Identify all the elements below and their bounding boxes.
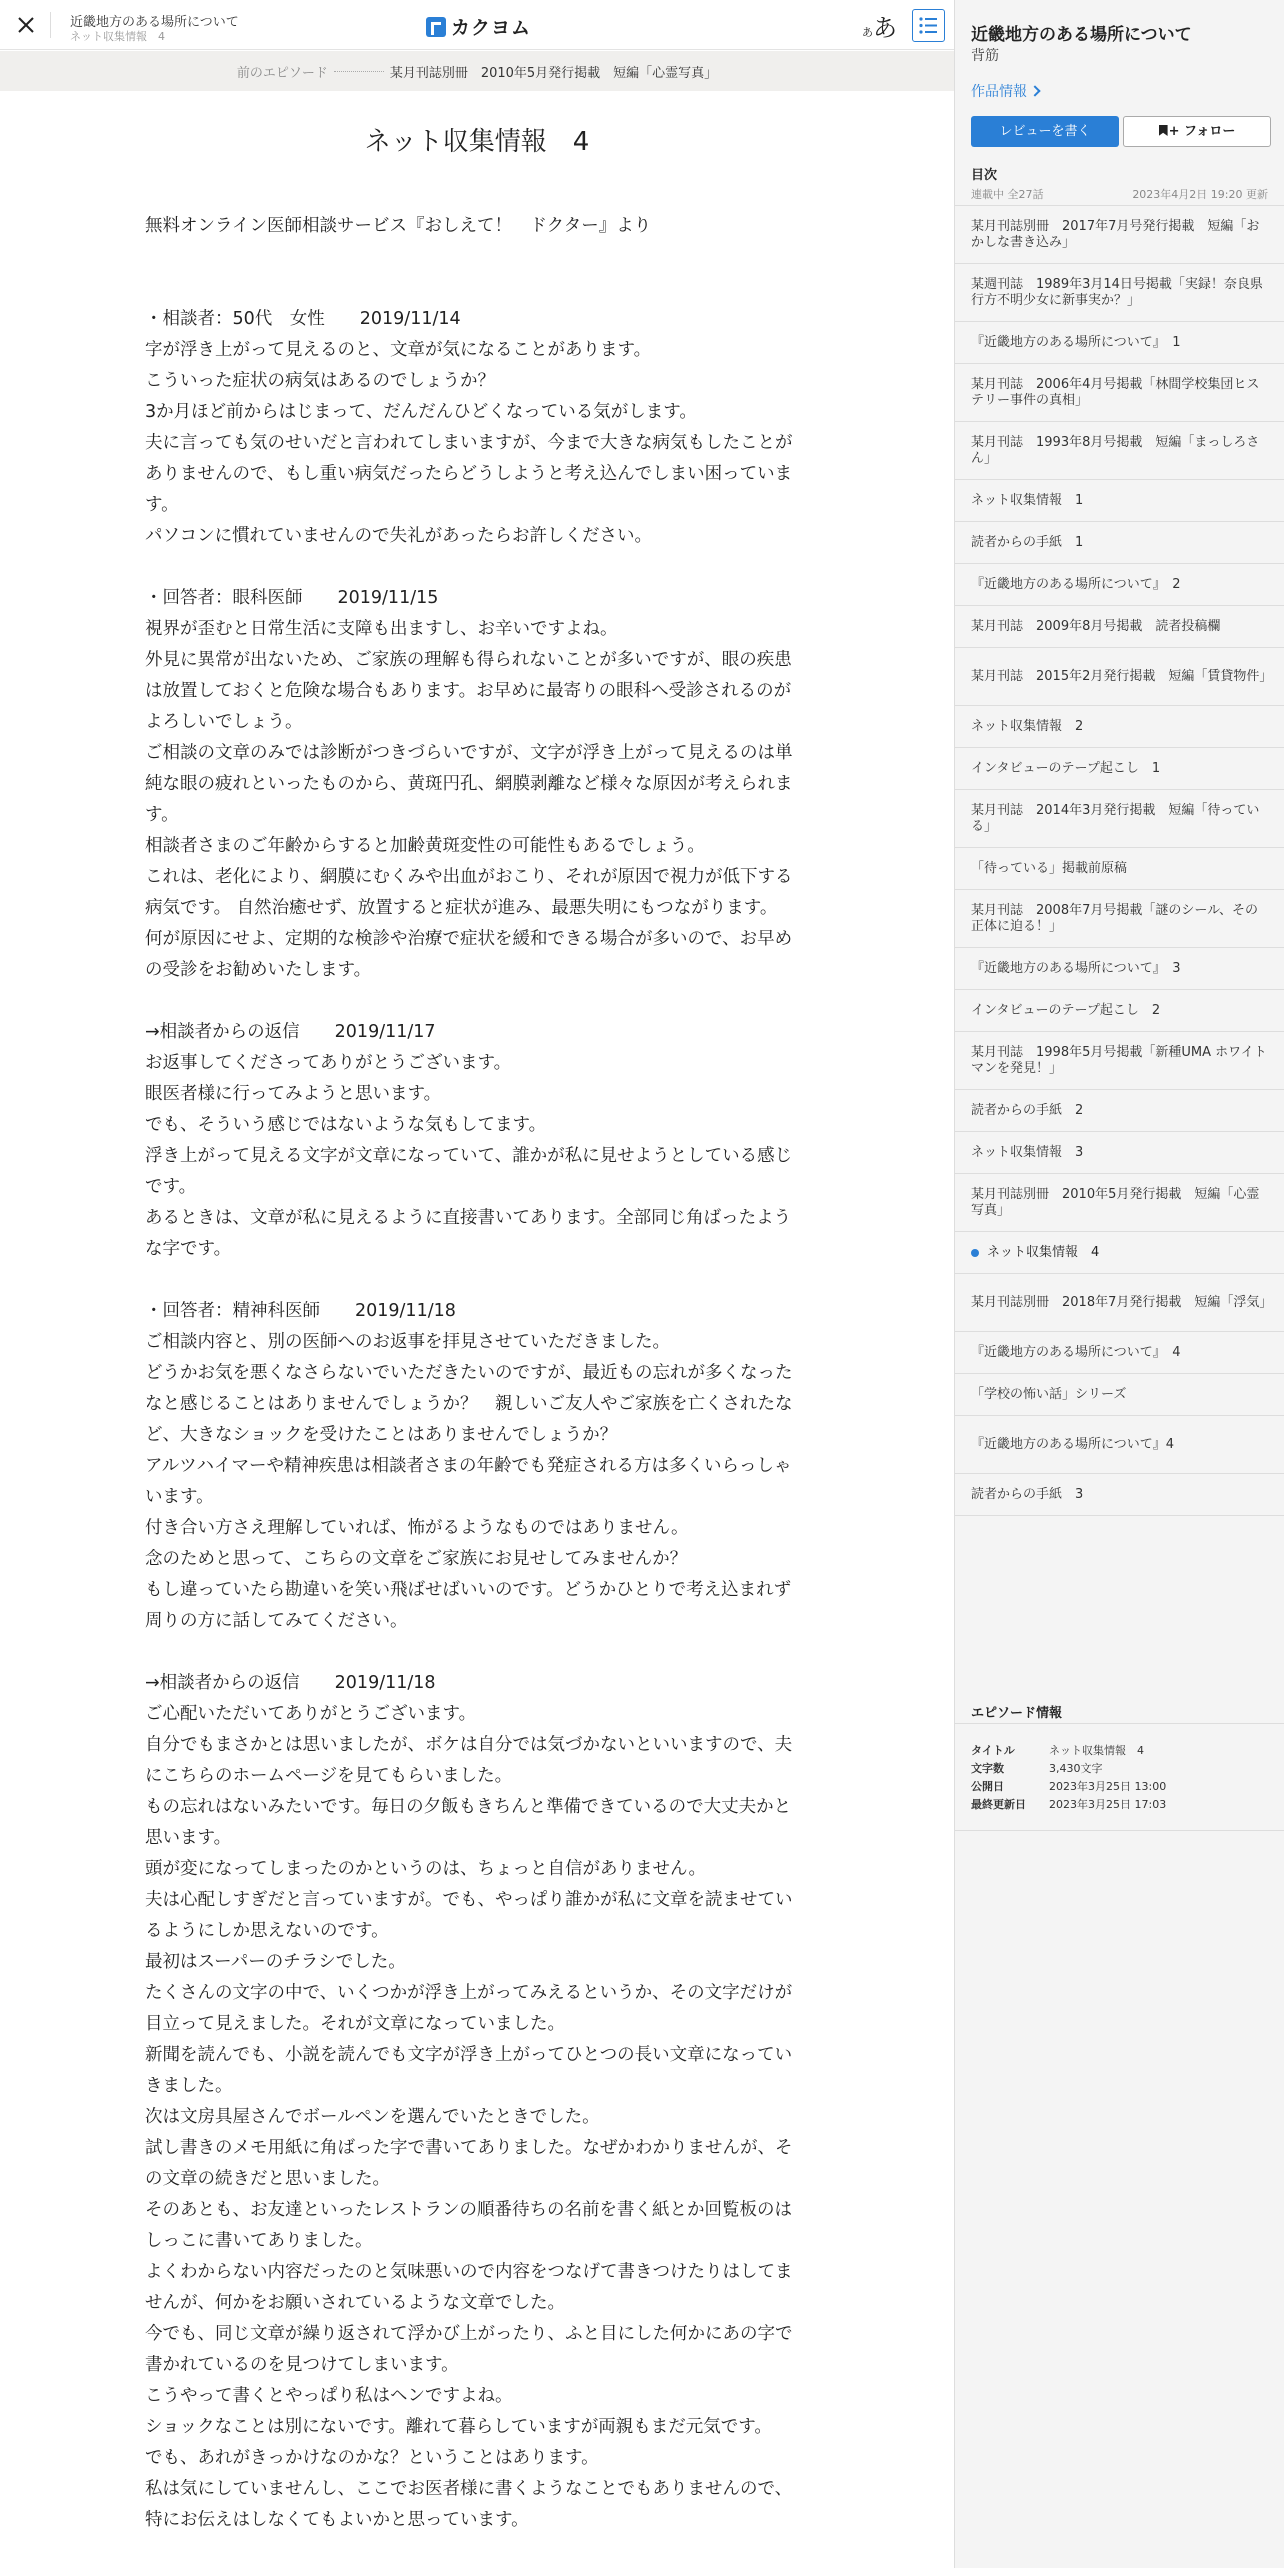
toc-item-label: 読者からの手紙 2 <box>971 1102 1084 1118</box>
toc-item-label: 某週刊誌 1989年3月14日号掲載「実録！奈良県行方不明少女に新事実か？」 <box>971 276 1263 308</box>
follow-plus: + <box>1168 124 1180 139</box>
episode-info-table <box>955 1723 1284 1831</box>
toc-item[interactable] <box>955 1090 1284 1132</box>
toc-item[interactable] <box>955 564 1284 606</box>
episode-info-key: タイトル <box>971 1744 1015 1757</box>
episode-info-value: 2023年3月25日 17:03 <box>1049 1798 1167 1811</box>
episode-paragraph: アルツハイマーや精神疾患は相談者さまの年齢でも発症される方は多くいらっしゃいます。 <box>145 1456 792 1507</box>
episode-paragraph: 念のためと思って、こちらの文章をご家族にお見せしてみませんか？ <box>145 1549 688 1569</box>
episode-paragraph: 今でも、同じ文章が繰り返されて浮かび上がったり、ふと目にした何かにあの字で書かれているのを見つけてしまいます。 <box>145 2324 793 2375</box>
toc-item-label: インタビューのテープ起こし 1 <box>971 760 1161 776</box>
prev-episode-link[interactable]: 某月刊誌別冊 2010年5月発行掲載 短編「心霊写真」 <box>389 65 718 81</box>
toc-item-label: インタビューのテープ起こし 2 <box>971 1002 1161 1018</box>
toc-item-label: 某月刊誌 1993年8月号掲載 短編「まっしろさん」 <box>971 434 1260 466</box>
toc-item[interactable] <box>955 1132 1284 1174</box>
toc-item-label: 某月刊誌別冊 2018年7月発行掲載 短編「浮気」 <box>971 1294 1273 1310</box>
toc-item[interactable] <box>955 1032 1284 1090</box>
toc-item-label: 『近畿地方のある場所について』 2 <box>971 576 1181 592</box>
prev-episode-label: 前のエピソード <box>236 65 328 81</box>
close-icon <box>14 13 38 37</box>
toc-item-label: 某月刊誌 2008年7月号掲載「謎のシール、その正体に迫る！」 <box>971 902 1259 934</box>
toc-item-label: 『近畿地方のある場所について』 1 <box>971 334 1181 350</box>
toc-item-current[interactable] <box>955 1232 1284 1274</box>
work-info-label: 作品情報 <box>971 84 1027 100</box>
toc-item[interactable] <box>955 1174 1284 1232</box>
episode-paragraph: ご相談内容と、別の医師へのお返事を拝見させていただきました。 <box>145 1332 670 1352</box>
episode-paragraph: 浮き上がって見える文字が文章になっていて、誰かが私に見せようとしている感じです。 <box>145 1146 793 1197</box>
toc-item-label: 某月刊誌別冊 2010年5月発行掲載 短編「心霊写真」 <box>971 1186 1260 1218</box>
toc-heading: 目次 <box>971 168 998 183</box>
work-info-link[interactable] <box>971 81 1039 101</box>
toc-item[interactable] <box>955 1374 1284 1416</box>
toc-item-label: 某月刊誌 2006年4月号掲載「林間学校集団ヒステリー事件の真相」 <box>971 376 1260 408</box>
list-icon <box>913 10 944 41</box>
header-work-title[interactable]: 近畿地方のある場所について <box>70 15 239 30</box>
toc-episode-count: 連載中 全27話 <box>971 188 1044 201</box>
episode-paragraph <box>145 273 795 304</box>
toc-item-label: 某月刊誌 2014年3月発行掲載 短編「待っている」 <box>971 802 1260 834</box>
episode-paragraph: これは、老化により、網膜にむくみや出血がおこり、それが原因で視力が低下する病気です。 自然治癒せず、放置すると症状が進み、最悪失明にもつながります。 <box>145 867 793 918</box>
episode-paragraph: ・回答者：精神科医師 2019/11/18 <box>145 1301 456 1321</box>
episode-info-value: 3,430文字 <box>1049 1762 1103 1775</box>
episode-paragraph: こうやって書くとやっぱり私はヘンですよね。 <box>145 2386 513 2406</box>
toc-item[interactable] <box>955 422 1284 480</box>
episode-info-key: 公開日 <box>971 1780 1004 1793</box>
episode-paragraph: 外見に異常が出ないため、ご家族の理解も得られないことが多いですが、眼の疾患は放置しておくと危険な場合もあります。お早めに最寄りの眼科へ受診されるのがよろしいでしょう。 <box>145 650 792 732</box>
sidebar-author[interactable]: 背筋 <box>971 48 999 64</box>
episode-paragraph: ご心配いただいてありがとうございます。 <box>145 1704 477 1724</box>
episode-paragraph: 新聞を読んでも、小説を読んでも文字が浮き上がってひとつの長い文章になっていきました。 <box>145 2045 793 2096</box>
episode-paragraph: どうかお気を悪くなさらないでいただきたいのですが、最近もの忘れが多くなったなと感じることはありませんでしょうか？ 親しいご友人やご家族を亡くされたなど、大きなショックを受けたことはありませんでしょうか？ <box>145 1363 793 1445</box>
toc-item-label: 「学校の怖い話」シリーズ <box>971 1386 1127 1402</box>
episode-info-value: ネット収集情報 4 <box>1049 1744 1144 1757</box>
toc-item[interactable] <box>955 748 1284 790</box>
toc-item-label: ネット収集情報 3 <box>971 1144 1084 1160</box>
brand-name: カクヨム <box>451 17 532 39</box>
follow-label: フォロー <box>1184 124 1236 139</box>
toc-item[interactable] <box>955 364 1284 422</box>
episode-paragraph: 3か月ほど前からはじまって、だんだんひどくなっている気がします。 <box>145 402 697 422</box>
toc-item[interactable] <box>955 948 1284 990</box>
font-size-toggle[interactable] <box>862 8 897 43</box>
kakuyomu-logo-icon <box>426 17 446 37</box>
episode-paragraph: 視界が歪むと日常生活に支障も出ますし、お辛いですよね。 <box>145 619 618 639</box>
toc-item-label: 読者からの手紙 3 <box>971 1486 1084 1502</box>
episode-paragraph: ・回答者：眼科医師 2019/11/15 <box>145 588 439 608</box>
episode-paragraph: 私は気にしていませんし、ここでお医者様に書くようなことでもありませんので、特にお伝えはしなくてもよいかと思っています。 <box>145 2479 793 2530</box>
toc-item[interactable] <box>955 1474 1284 1516</box>
episode-paragraph: 試し書きのメモ用紙に角ばった字で書いてありました。なぜかわかりませんが、その文章の続きだと思いました。 <box>145 2138 793 2189</box>
episode-paragraph: 頭が変になってしまったのかというのは、ちょっと自信がありません。 <box>145 1859 707 1879</box>
toc-toggle-button[interactable] <box>912 9 945 42</box>
episode-info-value: 2023年3月25日 13:00 <box>1049 1780 1167 1793</box>
toc-item[interactable] <box>955 990 1284 1032</box>
episode-paragraph <box>145 1265 795 1296</box>
episode-paragraph: →相談者からの返信 2019/11/18 <box>145 1673 436 1693</box>
episode-paragraph <box>145 986 795 1017</box>
episode-paragraph: よくわからない内容だったのと気味悪いので内容をつなげて書きつけたりはしてませんが、何かをお願いされているような文章でした。 <box>145 2262 793 2313</box>
episode-paragraph: ショックなことは別にないです。離れて暮らしていますが両親もまだ元気です。 <box>145 2417 772 2437</box>
episode-info-row <box>971 1778 1269 1796</box>
toc-item-label: ネット収集情報 1 <box>971 492 1084 508</box>
toc-item[interactable] <box>955 848 1284 890</box>
toc-updated-at: 2023年4月2日 19:20 更新 <box>1132 188 1268 201</box>
sidebar-work-title[interactable]: 近畿地方のある場所について <box>971 25 1192 45</box>
episode-paragraph: たくさんの文字の中で、いくつかが浮き上がってみえるというか、その文字だけが目立って見えました。それが文章になっていました。 <box>145 1983 793 2034</box>
header-episode-title: ネット収集情報 4 <box>70 30 165 43</box>
episode-paragraph: ご相談の文章のみでは診断がつきづらいですが、文字が浮き上がって見えるのは単純な眼の疲れといったものから、黄斑円孔、網膜剥離など様々な原因が考えられます。 <box>145 743 793 825</box>
episode-main <box>0 91 954 2568</box>
toc-item-label: 某月刊誌別冊 2017年7月号発行掲載 短編「おかしな書き込み」 <box>971 218 1260 250</box>
toc-item[interactable] <box>955 1416 1284 1474</box>
episode-info-key: 文字数 <box>971 1762 1004 1775</box>
episode-paragraph: そのあとも、お友達といったレストランの順番待ちの名前を書く紙とか回覧板のはしっこに書いてありました。 <box>145 2200 792 2251</box>
close-button[interactable] <box>14 13 38 37</box>
episode-paragraph: 自分でもまさかとは思いましたが、ボケは自分では気づかないといいますので、夫にこちらのホームページを見てもらいました。 <box>145 1735 793 1786</box>
toc-item[interactable] <box>955 480 1284 522</box>
toc-item[interactable] <box>955 1332 1284 1374</box>
follow-button[interactable] <box>1123 116 1271 147</box>
episode-paragraph: パソコンに慣れていませんので失礼があったらお許しください。 <box>145 526 652 546</box>
toc-item[interactable] <box>955 206 1284 264</box>
episode-paragraph: あるときは、文章が私に見えるように直接書いてあります。全部同じ角ばったような字です。 <box>145 1208 792 1259</box>
toc-item[interactable] <box>955 606 1284 648</box>
episode-paragraph: でも、そういう感じではないような気もしてます。 <box>145 1115 547 1135</box>
episode-info-row <box>971 1760 1269 1778</box>
font-toggle-small: あ <box>862 26 873 39</box>
episode-info-row <box>971 1742 1269 1760</box>
episode-paragraph: 何が原因にせよ、定期的な検診や治療で症状を緩和できる場合が多いので、お早めの受診をお勧めいたします。 <box>145 929 793 980</box>
toc-item-label: ネット収集情報 4 <box>987 1244 1100 1260</box>
dotted-separator <box>334 71 384 72</box>
episode-paragraph <box>145 242 795 273</box>
top-header <box>0 0 954 50</box>
toc-item[interactable] <box>955 1274 1284 1332</box>
toc-item-label: 某月刊誌 2015年2月発行掲載 短編「賃貸物件」 <box>971 668 1273 684</box>
toc-item-label: 読者からの手紙 1 <box>971 534 1084 550</box>
episode-info-row <box>971 1796 1269 1814</box>
toc-item[interactable] <box>955 706 1284 748</box>
episode-paragraph: 付き合い方さえ理解していれば、怖がるようなものではありません。 <box>145 1518 689 1538</box>
toc-item[interactable] <box>955 790 1284 848</box>
header-divider <box>50 12 51 38</box>
toc-item-label: 某月刊誌 2009年8月号掲載 読者投稿欄 <box>971 618 1221 634</box>
episode-paragraph <box>145 1637 795 1668</box>
toc-item[interactable] <box>955 522 1284 564</box>
toc-item-label: 『近畿地方のある場所について』4 <box>971 1436 1175 1452</box>
toc-item[interactable] <box>955 890 1284 948</box>
toc-item[interactable] <box>955 322 1284 364</box>
episode-paragraph: 字が浮き上がって見えるのと、文章が気になることがあります。 <box>145 340 652 360</box>
write-review-button[interactable]: レビューを書く <box>971 116 1119 147</box>
toc-item-label: 『近畿地方のある場所について』 4 <box>971 1344 1181 1360</box>
episode-paragraph: もの忘れはないみたいです。毎日の夕飯もきちんと準備できているので大丈夫かと思います。 <box>145 1797 792 1848</box>
episode-paragraph: 夫に言っても気のせいだと言われてしまいますが、今まで大きな病気もしたことがありませんので、もし重い病気だったらどうしようと考え込んでしまい困っています。 <box>145 433 793 515</box>
episode-paragraph <box>145 552 795 583</box>
chevron-right-icon <box>1029 85 1040 96</box>
episode-paragraph: こういった症状の病気はあるのでしょうか？ <box>145 371 495 391</box>
episode-paragraph: 最初はスーパーのチラシでした。 <box>145 1952 406 1972</box>
episode-paragraph: →相談者からの返信 2019/11/17 <box>145 1022 436 1042</box>
toc-item-label: 「待っている」掲載前原稿 <box>971 860 1128 876</box>
episode-paragraph: 無料オンライン医師相談サービス『おしえて！ ドクター』より <box>145 216 652 236</box>
toc-sidebar <box>954 0 1284 2568</box>
current-episode-dot-icon <box>971 1249 979 1257</box>
brand-logo-link[interactable] <box>426 13 531 40</box>
episode-info-key: 最終更新日 <box>971 1798 1026 1811</box>
toc-list <box>955 205 1284 1516</box>
episode-paragraph: ・相談者：50代 女性 2019/11/14 <box>145 309 461 329</box>
previous-episode-bar <box>0 51 954 91</box>
episode-title: ネット収集情報 4 <box>364 127 590 157</box>
toc-item-label: 某月刊誌 1998年5月号掲載「新種UMA ホワイトマンを発見！」 <box>971 1044 1267 1076</box>
episode-paragraph: でも、あれがきっかけなのかな？ということはあります。 <box>145 2448 599 2468</box>
episode-info-heading: エピソード情報 <box>971 1706 1063 1721</box>
toc-item[interactable] <box>955 264 1284 322</box>
toc-item-label: 『近畿地方のある場所について』 3 <box>971 960 1181 976</box>
episode-paragraph: 相談者さまのご年齢からすると加齢黄斑変性の可能性もあるでしょう。 <box>145 836 705 856</box>
toc-item-label: ネット収集情報 2 <box>971 718 1084 734</box>
font-toggle-large: あ <box>873 14 897 42</box>
episode-paragraph: 次は文房具屋さんでボールペンを選んでいたときでした。 <box>145 2107 600 2127</box>
episode-body <box>145 211 795 2536</box>
episode-paragraph: お返事してくださってありがとうございます。 <box>145 1053 512 1073</box>
episode-paragraph: もし違っていたら勘違いを笑い飛ばせばいいのです。どうかひとりで考え込まれず周りの方に話してみてください。 <box>145 1580 792 1631</box>
bookmark-icon <box>1159 125 1168 136</box>
episode-paragraph: 夫は心配しすぎだと言っていますが。でも、やっぱり誰かが私に文章を読ませているようにしか思えないのです。 <box>145 1890 793 1941</box>
episode-paragraph: 眼医者様に行ってみようと思います。 <box>145 1084 442 1104</box>
toc-item[interactable] <box>955 648 1284 706</box>
